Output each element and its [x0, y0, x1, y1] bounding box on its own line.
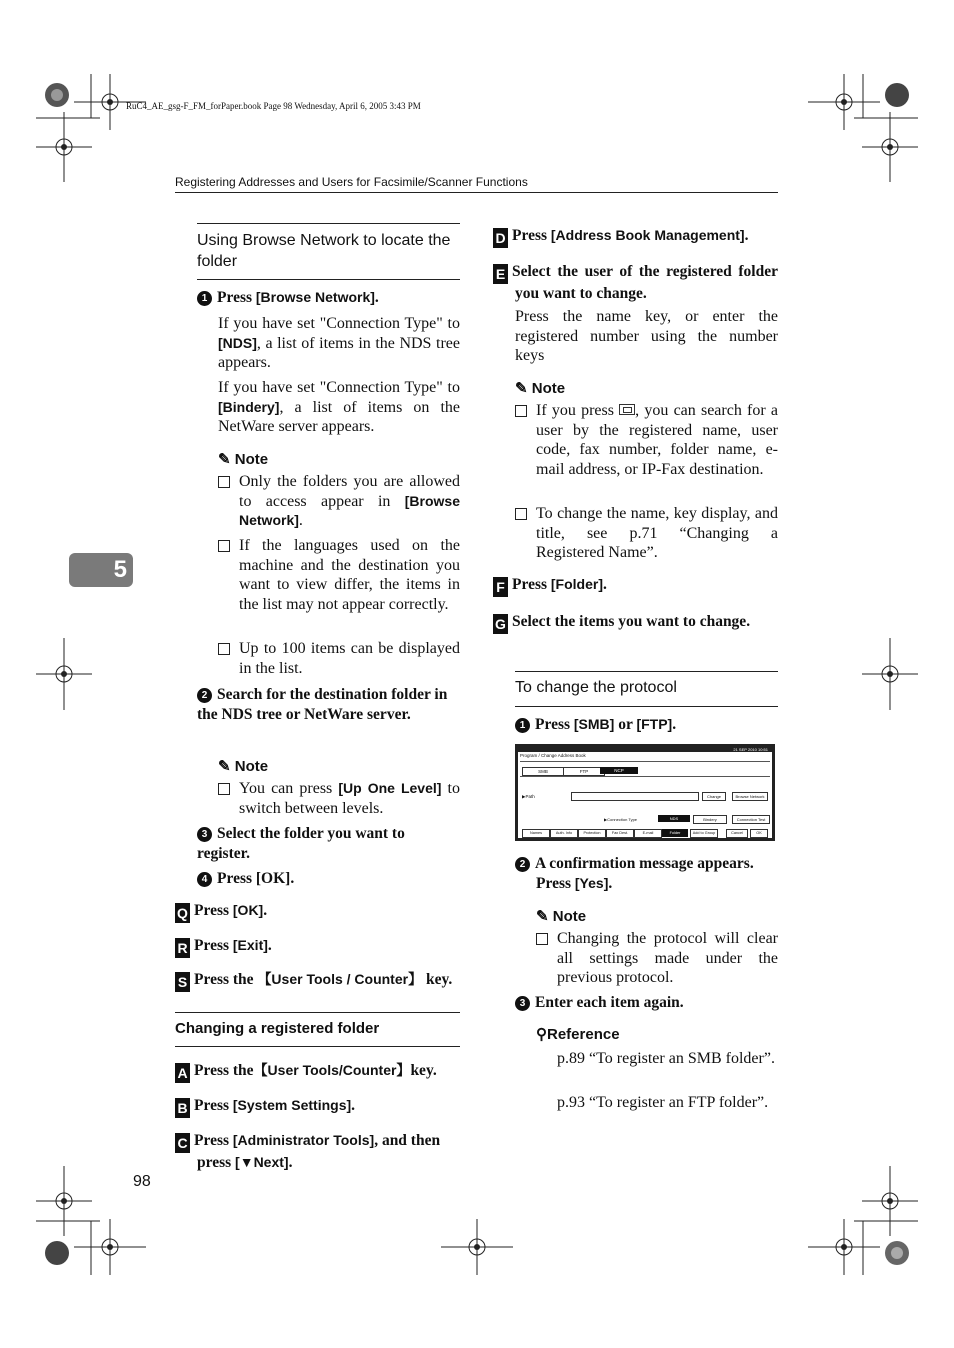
- screen-bottom-bar: Names Auth. Info Protection Fax Dest. E-mail Folder Add to Group Cancel OK: [520, 829, 770, 837]
- step-19: S Press the 【User Tools / Counter】 key.: [175, 970, 460, 992]
- screen-conn-nds: NDS: [658, 815, 690, 822]
- checkbox-icon: [218, 783, 230, 795]
- magnifier-icon: ⚲: [536, 1026, 547, 1043]
- note-item: Only the folders you are allowed to access appear in [Browse Network].: [239, 472, 460, 531]
- checkbox-icon: [218, 643, 230, 655]
- reference-item: p.93 “To register an FTP folder”.: [557, 1094, 769, 1111]
- checkbox-icon: [218, 476, 230, 488]
- screen-tab-ftp: FTP: [563, 767, 605, 776]
- screen-conn-bindery: Bindery: [693, 815, 727, 824]
- step-number: B: [175, 1098, 190, 1118]
- substep-2: 2 Search for the destination folder in the NDS tree or NetWare server.: [197, 686, 448, 723]
- step-number: R: [175, 938, 190, 958]
- step-b: B Press [System Settings].: [175, 1096, 460, 1118]
- section-rule-top: [515, 671, 778, 672]
- substep-3: 3 Enter each item again.: [515, 993, 778, 1013]
- step-number: E: [493, 264, 508, 284]
- header-rule: [175, 192, 778, 193]
- running-header: Registering Addresses and Users for Facsimile/Scanner Functions: [175, 175, 528, 189]
- checkbox-icon: [218, 540, 230, 552]
- section-rule-bottom: [515, 706, 778, 707]
- step-number: D: [493, 228, 508, 248]
- note-item: If you press , you can search for a user by the registered name, user code, fax number, folder name, e-mail address, or IP-Fax destination.: [536, 401, 778, 479]
- step-number: C: [175, 1133, 190, 1153]
- step-number: 1: [197, 291, 212, 306]
- pencil-icon: ✎: [536, 908, 549, 925]
- paragraph-bindery: If you have set "Connection Type" to [Bindery], a list of items on the NetWare server appears.: [218, 379, 460, 435]
- step-number: G: [493, 614, 508, 634]
- step-number: 2: [197, 688, 212, 703]
- note-heading: ✎ Note: [218, 451, 269, 468]
- paragraph-select-user: Press the name key, or enter the registered number using the number keys: [515, 308, 778, 364]
- screen-title: Program / Change Address Book: [520, 753, 586, 758]
- page-number: 98: [133, 1173, 151, 1190]
- checkbox-icon: [536, 933, 548, 945]
- pencil-icon: ✎: [218, 451, 231, 468]
- substep-1: 1 Press [Browse Network].: [197, 288, 460, 308]
- note-item: If the languages used on the machine and the destination you want to view differ, the items in the list may not appear correctly.: [239, 536, 460, 614]
- substep-2: 2 A confirmation message appears. Press [Yes].: [515, 854, 778, 893]
- step-g: G Select the items you want to change.: [493, 612, 778, 634]
- step-number: A: [175, 1063, 190, 1083]
- note-item: Changing the protocol will clear all settings made under the previous protocol.: [557, 929, 778, 988]
- section-rule-top: [197, 223, 460, 224]
- screen-browse-button: Browse Network: [732, 792, 768, 801]
- step-d: D Press [Address Book Management].: [493, 226, 778, 248]
- substep-3: 3 Select the folder you want to register.: [197, 825, 405, 862]
- step-number: 3: [515, 996, 530, 1011]
- screen-path-field: [571, 792, 699, 801]
- section-title: To change the protocol: [515, 679, 677, 696]
- step-c: C Press [Administrator Tools], and then press [▼Next].: [175, 1131, 460, 1173]
- screen-tab-smb: SMB: [522, 767, 564, 776]
- step-number: F: [493, 577, 508, 597]
- screen-image: [515, 744, 775, 841]
- browse-network-key: [Browse Network]: [255, 289, 375, 305]
- checkbox-icon: [515, 405, 527, 417]
- note-item: Up to 100 items can be displayed in the list.: [239, 639, 460, 678]
- step-18: R Press [Exit].: [175, 936, 460, 958]
- checkbox-icon: [515, 508, 527, 520]
- search-key-icon: [619, 404, 635, 415]
- screen-path-label: ▶Path: [522, 794, 535, 799]
- note-heading: ✎ Note: [218, 758, 269, 775]
- section-title: Using Browse Network to locate the folder: [197, 232, 451, 270]
- step-number: 2: [515, 857, 530, 872]
- section-rule-bottom: [197, 279, 460, 280]
- section-rule-top: [175, 1012, 460, 1013]
- screen-titlebar: 21 SEP 2010 10:51: [518, 747, 772, 752]
- step-number: 4: [197, 872, 212, 887]
- screen-conn-label: ▶Connection Type: [604, 817, 638, 822]
- section-rule-bottom: [175, 1046, 460, 1047]
- reference-heading: ⚲Reference: [536, 1026, 620, 1043]
- reference-item: p.89 “To register an SMB folder”.: [557, 1050, 775, 1067]
- substep-4: 4 Press [OK].: [197, 869, 460, 889]
- screen-panel: [518, 747, 772, 838]
- screen-conn-test: Connection Test: [732, 815, 770, 824]
- step-number: Q: [175, 903, 190, 923]
- note-item: You can press [Up One Level] to switch between levels.: [239, 779, 460, 818]
- step-17: Q Press [OK].: [175, 901, 460, 923]
- pencil-icon: ✎: [515, 380, 528, 397]
- screen-tab-ncp: NCP: [600, 767, 638, 774]
- step-a: A Press the【User Tools/Counter】key.: [175, 1061, 460, 1083]
- note-item: To change the name, key display, and title, see p.71 “Changing a Registered Name”.: [536, 504, 778, 563]
- step-number: 3: [197, 827, 212, 842]
- note-heading: ✎ Note: [536, 908, 587, 925]
- step-f: F Press [Folder].: [493, 575, 778, 597]
- step-e: E Select the user of the registered folder you want to change.: [493, 262, 778, 304]
- step-number: S: [175, 972, 190, 992]
- step-number: 1: [515, 718, 530, 733]
- substep-1: 1 Press [SMB] or [FTP].: [515, 715, 778, 735]
- chapter-tab: [69, 553, 133, 587]
- note-heading: ✎ Note: [515, 380, 566, 397]
- pencil-icon: ✎: [218, 758, 231, 775]
- section-title: Changing a registered folder: [175, 1020, 380, 1037]
- screen-change-button: Change: [702, 792, 726, 801]
- chapter-number: 5: [113, 556, 127, 583]
- file-info: RuC4_AE_gsg-F_FM_forPaper.book Page 98 Wednesday, April 6, 2005 3:43 PM: [126, 101, 421, 111]
- paragraph-nds: If you have set "Connection Type" to [NDS], a list of items in the NDS tree appears.: [218, 315, 460, 371]
